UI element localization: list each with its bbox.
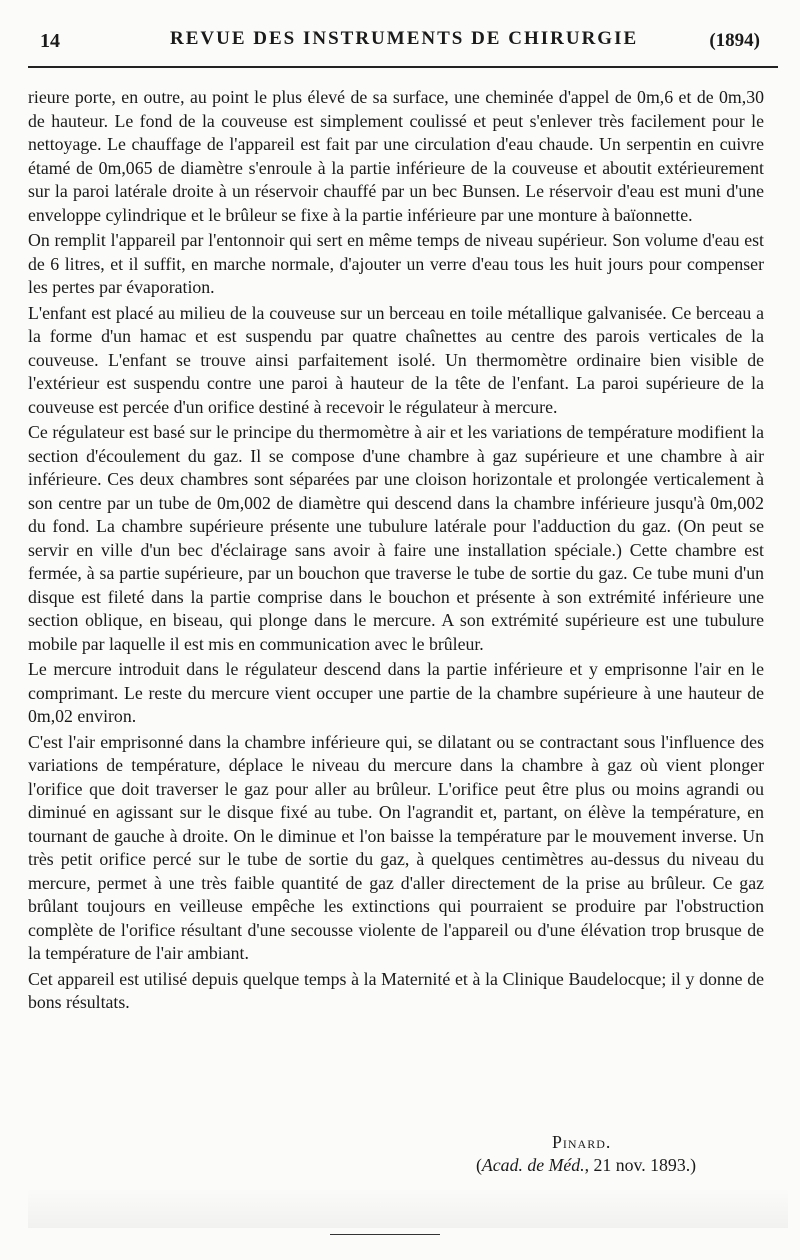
show-through-shading <box>28 1188 788 1228</box>
paragraph: C'est l'air emprisonné dans la chambre inférieure qui, se dilatant ou se contractant sous l'influence des variations de température, déplace le niveau du mercure dans la chambre à gaz où vient plonger l'orifice que doit traverser le gaz pour aller au brûleur. L'orifice peut être plus ou moins agrandi ou diminué en agissant sur le disque fixé au tube. On l'agrandit et, partant, on élève la température, en tournant de gauche à droite. On le diminue et l'on baisse la température par le mouvement inverse. Un très petit orifice percé sur le tube de sortie du gaz, à quelques centimètres au-dessus du niveau du mercure, permet à une très faible quantité de gaz d'aller directement de la prise au brûleur. Ce gaz brûlant toujours en veilleuse empêche les extinctions qui pourraient se produire par l'obstruction complète de l'orifice résultant d'une secousse violente de l'appareil ou d'une élévation trop brusque de la température de l'air ambiant. <box>28 731 764 963</box>
paragraph: L'enfant est placé au milieu de la couveuse sur un berceau en toile métallique galvanisée. Ce berceau a la forme d'un hamac et est suspendu par quatre chaînettes au centre des parois verticales de la couveuse. L'enfant se trouve ainsi parfaitement isolé. Un thermomètre ordinaire bien visible de l'extérieur est suspendu contre une paroi à hauteur de la tête de l'enfant. La paroi supérieure de la couveuse est percée d'un orifice destiné à recevoir le régulateur à mercure. <box>28 302 764 417</box>
end-rule <box>330 1234 440 1235</box>
publication-year: (1894) <box>709 30 760 51</box>
running-head <box>40 24 760 56</box>
source-open: ( <box>476 1155 482 1175</box>
source-journal: Acad. de Méd. <box>481 1155 585 1175</box>
paragraph: Ce régulateur est basé sur le principe du thermomètre à air et les variations de température modifient la section d'écoulement du gaz. Il se compose d'une chambre à gaz supérieure et une chambre à air inférieure. Ces deux chambres sont séparées par une cloison horizontale et prolongée verticalement à son centre par un tube de 0m,002 de diamètre qui descend dans la chambre inférieure jusqu'à 0m,002 du fond. La chambre supérieure présente une tubulure latérale pour l'adduction du gaz. (On peut se servir en ville d'un bec d'éclairage sans avoir à faire une installation spéciale.) Cette chambre est fermée, à sa partie supérieure, par un bouchon que traverse le tube de sortie du gaz. Ce tube muni d'un disque est fileté dans la partie comprise dans le bouchon et présente à son extrémité inférieure une section oblique, en biseau, qui plonge dans le mercure. A son extrémité supérieure est une tubulure mobile par laquelle il est mis en communication avec le brûleur. <box>28 422 764 654</box>
page-number: 14 <box>40 30 60 52</box>
paragraph: Cet appareil est utilisé depuis quelque temps à la Maternité et à la Clinique Baudelocque; il y donne de bons résultats. <box>28 968 764 1012</box>
signature-source <box>476 1155 696 1176</box>
source-date: , 21 nov. 1893.) <box>584 1155 697 1175</box>
paragraph: Le mercure introduit dans le régulateur descend dans la partie inférieure et y emprisonne l'air en le comprimant. Le reste du mercure vient occuper une partie de la chambre supérieure à une hauteur de 0m,02 environ. <box>28 659 764 726</box>
header-rule <box>28 66 778 68</box>
journal-title: REVUE DES INSTRUMENTS DE CHIRURGIE <box>170 28 639 49</box>
paragraph: On remplit l'appareil par l'entonnoir qui sert en même temps de niveau supérieur. Son volume d'eau est de 6 litres, et il suffit, en marche normale, d'ajouter un verre d'eau tous les huit jours pour compenser les pertes par évaporation. <box>28 230 764 297</box>
signature-author: Pinard. <box>552 1132 612 1152</box>
article-body <box>28 86 764 1017</box>
paragraph: rieure porte, en outre, au point le plus élevé de sa surface, une cheminée d'appel de 0m,6 et de 0m,30 de hauteur. Le fond de la couveuse est simplement coulissé et peut s'enlever très facilement pour le nettoyage. Le chauffage de l'appareil est fait par une circulation d'eau chaude. Un serpentin en cuivre étamé de 0m,065 de diamètre s'enroule à la partie inférieure de la couveuse et aboutit extérieurement sur la paroi latérale droite à un réservoir chauffé par un bec Bunsen. Le réservoir d'eau est muni d'une enveloppe cylindrique et le brûleur se fixe à la partie inférieure par une monture à baïonnette. <box>28 87 764 225</box>
